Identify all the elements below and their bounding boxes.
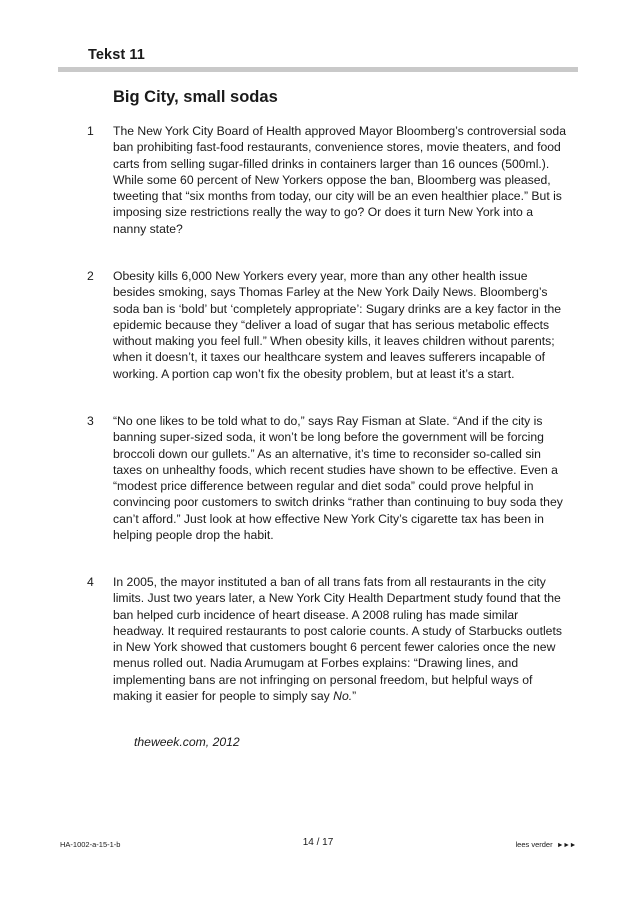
paragraph-text-main: In 2005, the mayor instituted a ban of all trans fats from all restaurants in the city limits. Just two years later, a New York City Health Department study found that the ban helped curb incidence of heart disease. A 2008 ruling has made similar headway. It required restaurants to post calorie counts. A study of Starbucks outlets in New York showed that customers bought 6 percent fewer calories once the new menus rolled out. Nadia Arumugam at Forbes explains: “Drawing lines, and implementing bans are not infringing on personal freedom, but helpful ways of making it easier for people to simply say — [113, 575, 562, 704]
article-source: theweek.com, 2012 — [134, 735, 240, 749]
paragraph-text: The New York City Board of Health approved Mayor Bloomberg’s controversial soda ban prohibiting fast-food restaurants, convenience stores, movie theaters, and food carts from selling sugar-filled drinks in containers larger than 16 ounces (500ml.). While some 60 percent of New Yorkers oppose the ban, Bloomberg was pleased, tweeting that “six months from today, our city will be an even healthier place.” But is imposing size restrictions really the way to go? Or does it turn New York into a nanny state? — [113, 124, 566, 236]
paragraph-number: 3 — [87, 414, 94, 428]
header-divider — [58, 67, 578, 72]
continue-label: lees verder — [515, 840, 553, 849]
paragraph-number: 2 — [87, 269, 94, 283]
section-label: Tekst 11 — [88, 47, 145, 63]
paragraph-text-end: ” — [352, 689, 357, 704]
paragraph-number: 4 — [87, 575, 94, 589]
paragraph-1 — [87, 123, 567, 237]
page-number: 14 / 17 — [302, 837, 334, 848]
paragraph-2 — [87, 268, 567, 382]
paragraph-3 — [87, 413, 567, 543]
footer-exam-code: HA-1002-a-15-1-b — [60, 840, 121, 849]
paragraph-number: 1 — [87, 124, 94, 138]
paragraph-4 — [87, 574, 567, 704]
arrow-right-icon: ►►► — [556, 842, 576, 849]
paragraph-text: Obesity kills 6,000 New Yorkers every year, more than any other health issue besides smoking, says Thomas Farley at the New York Daily News. Bloomberg’s soda ban is ‘bold’ but ‘completely appropriate’: Sugary drinks are a key factor in the epidemic because they “deliver a load of sugar that has serious metabolic effects without making you feel full.” When obesity kills, it leaves children without parents; when it doesn’t, it taxes our healthcare system and leaves sufferers incapable of working. A portion cap won’t fix the obesity problem, but at least it’s a start. — [113, 269, 562, 381]
emphasis-text: No. — [333, 689, 353, 704]
paragraph-text: “No one likes to be told what to do,” says Ray Fisman at Slate. “And if the city is banning super-sized soda, it won’t be long before the government will be forcing broccoli down our gullets.” As an alternative, it’s time to reconsider so-called sin taxes on unhealthy foods, which recent studies have shown to be effective. Even a “modest price difference between regular and diet soda” could prove helpful in convincing poor customers to switch drinks “rather than continuing to buy soda they can’t afford.” Just look at how effective New York City’s cigarette tax has been in helping people drop the habit. — [113, 414, 563, 543]
continue-indicator — [516, 840, 577, 849]
article-title: Big City, small sodas — [113, 88, 278, 106]
paragraph-text — [113, 574, 567, 704]
